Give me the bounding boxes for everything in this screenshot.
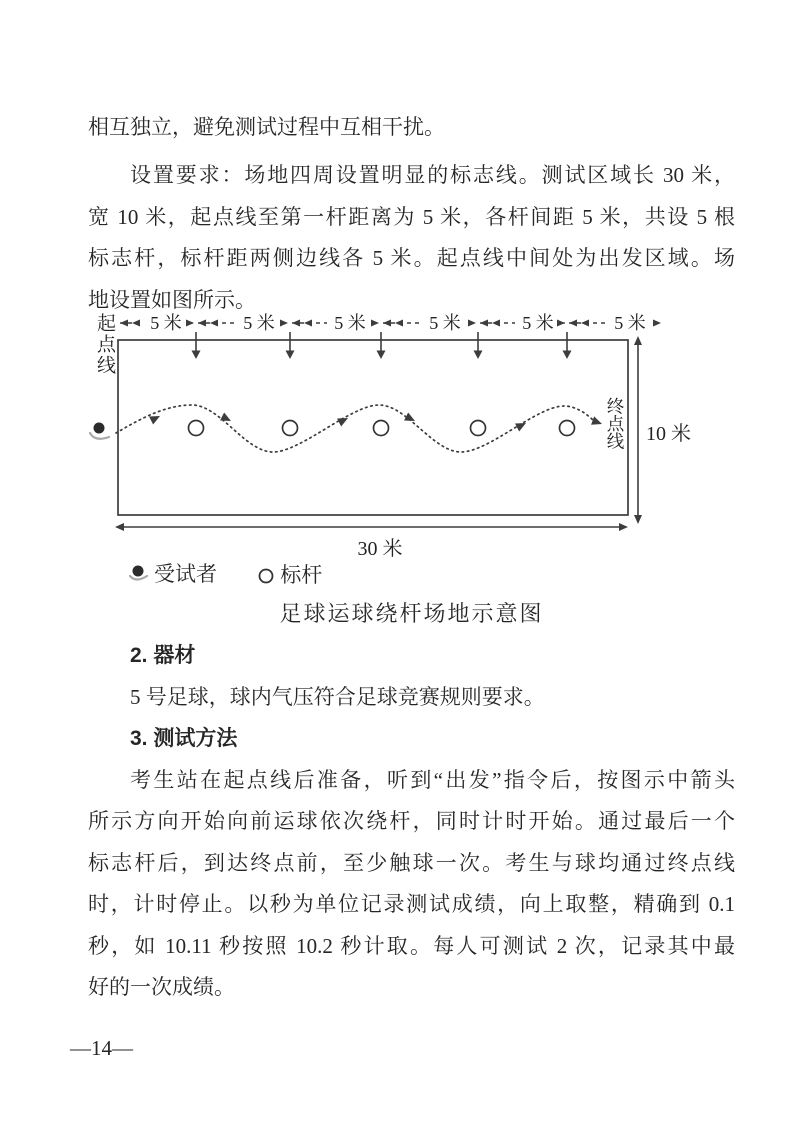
segment-distance-label: 5 米 bbox=[243, 313, 275, 333]
section-heading: 2. 器材 bbox=[130, 644, 196, 667]
segment-distance-label: 5 米 bbox=[429, 313, 461, 333]
body-line: 5 号足球，球内气压符合足球竞赛规则要求。 bbox=[130, 684, 545, 709]
body-line: 秒，如 10.11 秒按照 10.2 秒计取。每人可测试 2 次，记录其中最 bbox=[88, 933, 735, 958]
paragraph bbox=[88, 107, 735, 149]
section bbox=[88, 635, 735, 1009]
field-diagram bbox=[85, 312, 753, 562]
body-line: 标志杆，标杆距两侧边线各 5 米。起点线中间处为出发区域。场 bbox=[88, 246, 735, 270]
page-number: —14— bbox=[70, 1036, 133, 1060]
subject-marker bbox=[90, 423, 109, 439]
start-line-label: 起点线 bbox=[94, 313, 115, 376]
body-line: 所示方向开始向前运球依次绕杆，同时计时开始。通过最后一个 bbox=[88, 809, 735, 833]
paragraph bbox=[88, 155, 735, 321]
segment-distance-label: 5 米 bbox=[150, 313, 182, 333]
subject-icon bbox=[128, 563, 150, 585]
width-dimension-arrow bbox=[634, 336, 642, 524]
figure-caption: 足球运球绕杆场地示意图 bbox=[279, 601, 544, 626]
body-line: 地设置如图所示。 bbox=[88, 287, 256, 312]
finish-line-label: 终点线 bbox=[605, 397, 625, 450]
body-line: 标志杆后，到达终点前，至少触球一次。考生与球均通过终点线 bbox=[88, 850, 735, 875]
body-line: 设置要求：场地四周设置明显的标志线。测试区域长 30 米， bbox=[130, 163, 735, 187]
figure-legend bbox=[88, 558, 735, 590]
pole-icon bbox=[256, 565, 276, 585]
legend-subject-label: 受试者 bbox=[154, 562, 217, 586]
segment-distance-label: 5 米 bbox=[614, 313, 646, 333]
field-length-label: 30 米 bbox=[357, 538, 403, 560]
section-heading: 3. 测试方法 bbox=[130, 727, 238, 750]
length-dimension-arrow bbox=[115, 523, 628, 531]
body-line: 考生站在起点线后准备，听到“出发”指令后，按图示中箭头 bbox=[130, 767, 735, 792]
legend-item-subject bbox=[128, 558, 217, 590]
body-line: 好的一次成绩。 bbox=[88, 975, 235, 999]
field-width-label: 10 米 bbox=[646, 423, 691, 445]
body-line: 时，计时停止。以秒为单位记录测试成绩，向上取整，精确到 0.1 bbox=[88, 892, 735, 916]
legend-item-pole bbox=[256, 559, 322, 591]
legend-pole-label: 标杆 bbox=[280, 563, 323, 587]
segment-distance-label: 5 米 bbox=[334, 313, 366, 333]
body-line: 宽 10 米，起点线至第一杆距离为 5 米，各杆间距 5 米，共设 5 根 bbox=[88, 204, 735, 229]
dimension-lines bbox=[120, 320, 661, 436]
body-line: 相互独立，避免测试过程中互相干扰。 bbox=[88, 115, 445, 139]
segment-distance-label: 5 米 bbox=[522, 313, 554, 333]
